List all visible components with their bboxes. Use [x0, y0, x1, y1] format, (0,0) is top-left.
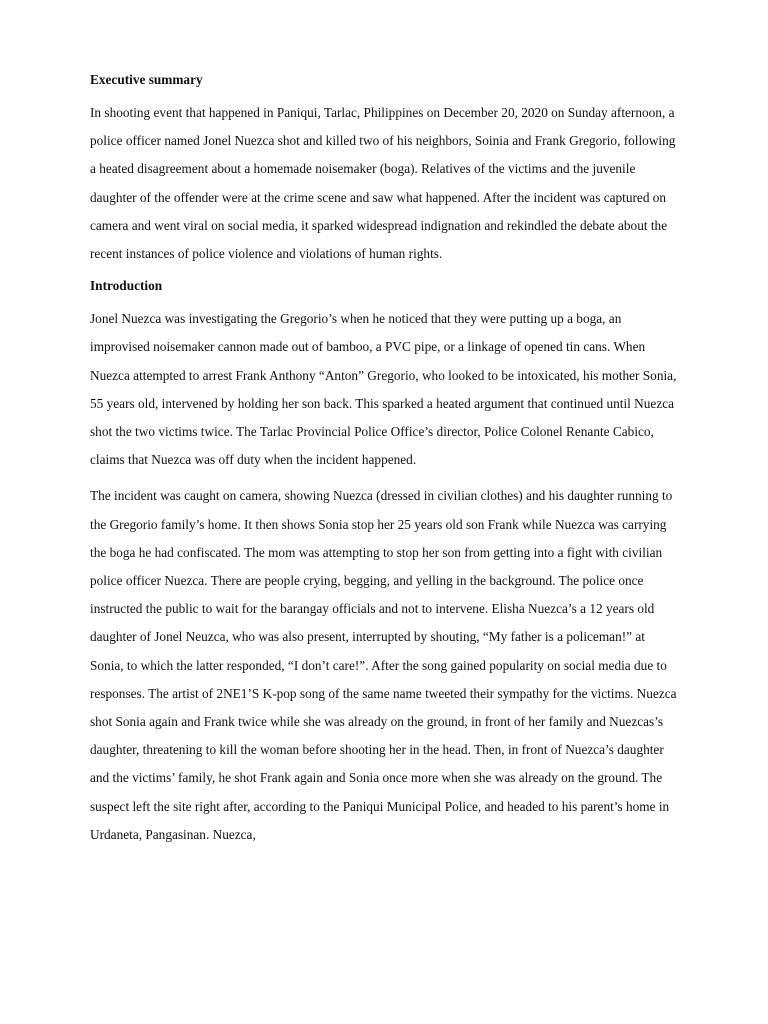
- paragraph-executive-summary: In shooting event that happened in Paniqui, Tarlac, Philippines on December 20, 2020 on Sunday afternoon, a police officer named Jonel Nuezca shot and killed two of his neighbors, Soinia and Frank Gregorio, following a heated disagreement about a homemade noisemaker (boga). Relatives of the victims and the juvenile daughter of the offender were at the crime scene and saw what happened. After the incident was captured on camera and went viral on social media, it sparked widespread indignation and rekindled the debate about the recent instances of police violence and violations of human rights.: [90, 105, 676, 262]
- heading-introduction: Introduction: [90, 278, 163, 294]
- heading-executive-summary: Executive summary: [90, 72, 203, 87]
- document-page: [90, 70, 678, 857]
- paragraph-introduction-2: The incident was caught on camera, showing Nuezca (dressed in civilian clothes) and his daughter running to the Gregorio family’s home. It then shows Sonia stop her 25 years old son Frank while Nuezca was carrying the boga he had confiscated. The mom was attempting to stop her son from getting into a fight with civilian police officer Nuezca. There are people crying, begging, and yelling in the background. The police once instructed the public to wait for the barangay officials and not to intervene. Elisha Nuezca’s a 12 years old daughter of Jonel Neuzca, who was also present, interrupted by shouting, “My father is a policeman!” at Sonia, to which the latter responded, “I don’t care!”. After the song gained popularity on social media due to responses. The artist of 2NE1’S K-pop song of the same name tweeted their sympathy for the victims. Nuezca shot Sonia again and Frank twice while she was already on the ground, in front of her family and Nuezcas’s daughter, threatening to kill the woman before shooting her in the head. Then, in front of Nuezca’s daughter and the victims’ family, he shot Frank again and Sonia once more when she was already on the ground. The suspect left the site right after, according to the Paniqui Municipal Police, and headed to his parent’s home in Urdaneta, Pangasinan. Nuezca,: [90, 488, 677, 842]
- paragraph-introduction-1: Jonel Nuezca was investigating the Gregorio’s when he noticed that they were putting up a boga, an improvised noisemaker cannon made out of bamboo, a PVC pipe, or a linkage of opened tin cans. When Nuezca attempted to arrest Frank Anthony “Anton” Gregorio, who looked to be intoxicated, his mother Sonia, 55 years old, intervened by holding her son back. This sparked a heated argument that continued until Nuezca shot the two victims twice. The Tarlac Provincial Police Office’s director, Police Colonel Renante Cabico, claims that Nuezca was off duty when the incident happened.: [90, 311, 677, 468]
